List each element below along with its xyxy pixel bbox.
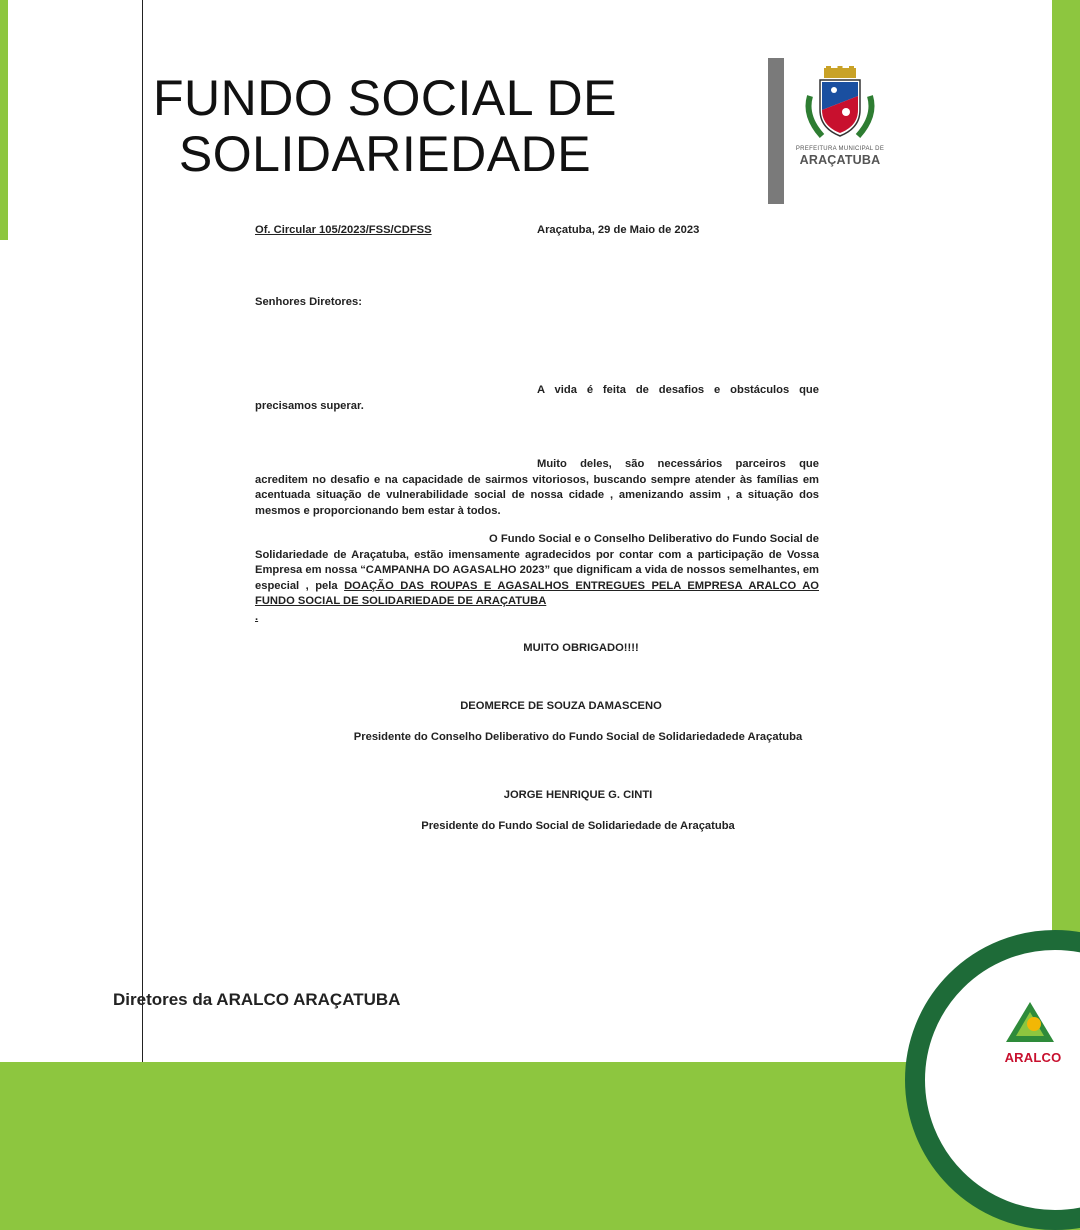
signatory-1-name: DEOMERCE DE SOUZA DAMASCENO — [460, 700, 662, 712]
signatory-2-role: Presidente do Fundo Social de Solidariedade de Araçatuba — [421, 820, 735, 832]
paragraph-3 — [255, 532, 819, 626]
reference-number: Of. Circular 105/2023/FSS/CDFSS — [255, 224, 432, 236]
paragraph-1-text: A vida é feita de desafios e obstáculos que precisamos superar. — [255, 384, 819, 412]
crest-caption-small: PREFEITURA MUNICIPAL DE — [795, 146, 885, 152]
paragraph-1 — [255, 382, 819, 414]
addressee-footer: Diretores da ARALCO ARAÇATUBA — [113, 990, 401, 1009]
aralco-logo-icon — [1004, 1000, 1056, 1044]
title-line-2: SOLIDARIEDADE — [178, 126, 592, 182]
paragraph-2-text: Muito deles, são necessários parceiros que acreditem no desafio e na capacidade de sairmos vitoriosos, buscando sempre atender às famílias em acentuada situação de vulnerabilidade social de nossa cidade , amenizando assim , a situação dos mesmos e proporcionando bem estar à todos. — [255, 458, 819, 517]
paragraph-2 — [255, 457, 819, 519]
thanks-text: MUITO OBRIGADO!!!! — [523, 642, 639, 654]
paragraph-3-end: . — [255, 610, 259, 623]
right-margin — [930, 0, 1052, 1062]
green-edge — [0, 0, 8, 240]
place-and-date: Araçatuba, 29 de Maio de 2023 — [537, 224, 700, 236]
aralco-wordmark: ARALCO — [1004, 1050, 1062, 1065]
letter-body — [142, 0, 930, 1062]
paragraph-3-text: O Fundo Social e o Conselho Deliberativo do Fundo Social de Solidariedade de Araçatuba, estão imensamente agradecidos por contar com a participação de Vossa Empresa em nossa “CAMPANHA DO AGASALHO 2023” que dignificam a vida de nossos semelhantes, em especial , pela — [255, 533, 819, 592]
signatory-1-role: Presidente do Conselho Deliberativo do Fundo Social de Solidariedadede Araçatuba — [353, 731, 803, 743]
salutation: Senhores Diretores: — [255, 296, 362, 308]
crest-caption-city: ARAÇATUBA — [799, 153, 881, 167]
signatory-2-name: JORGE HENRIQUE G. CINTI — [503, 789, 653, 801]
paragraph-3-highlight: DOAÇÃO DAS ROUPAS E AGASALHOS ENTREGUES PELA EMPRESA ARALCO AO FUNDO SOCIAL DE SOLIDARIEDADE DE ARAÇATUBA — [255, 579, 820, 608]
title-line-1: FUNDO SOCIAL DE — [152, 70, 618, 126]
left-margin — [0, 0, 142, 1062]
